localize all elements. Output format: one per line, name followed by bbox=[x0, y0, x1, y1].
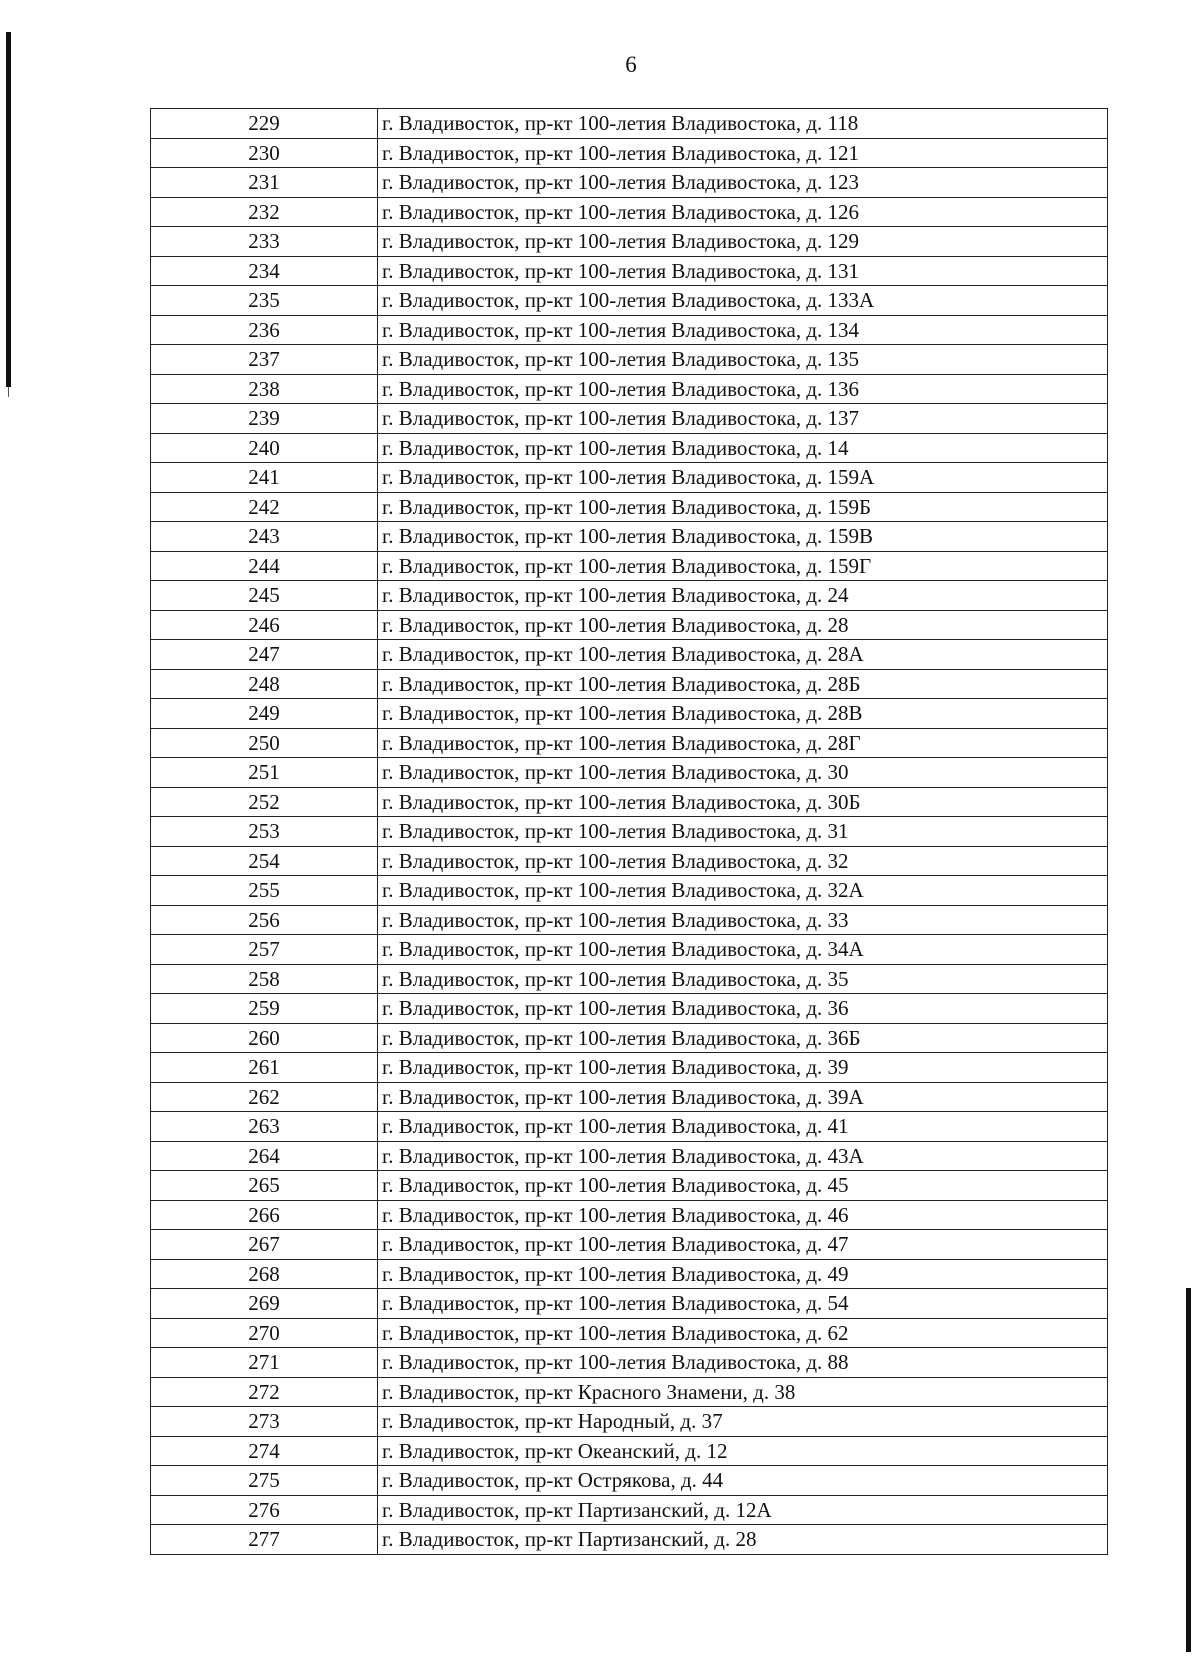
row-number-cell: 273 bbox=[151, 1407, 378, 1436]
table-row bbox=[151, 168, 1107, 198]
table-row bbox=[151, 404, 1107, 434]
table-row bbox=[151, 1112, 1107, 1142]
table-row bbox=[151, 552, 1107, 582]
row-number-cell: 257 bbox=[151, 935, 378, 964]
scan-edge-mark-right bbox=[1186, 1288, 1191, 1652]
address-cell: г. Владивосток, пр-кт 100-летия Владивостока, д. 46 bbox=[382, 1202, 849, 1227]
table-row bbox=[151, 935, 1107, 965]
table-row bbox=[151, 1437, 1107, 1467]
address-cell: г. Владивосток, пр-кт 100-летия Владивостока, д. 24 bbox=[382, 583, 849, 607]
row-number-cell: 251 bbox=[151, 758, 378, 787]
row-number-cell: 242 bbox=[151, 493, 378, 522]
row-number-cell: 256 bbox=[151, 906, 378, 935]
address-cell: г. Владивосток, пр-кт 100-летия Владивостока, д. 123 bbox=[382, 170, 860, 194]
scan-edge-mark-left bbox=[6, 32, 11, 387]
address-cell: г. Владивосток, пр-кт 100-летия Владивостока, д. 39 bbox=[382, 1055, 849, 1079]
table-row bbox=[151, 994, 1107, 1024]
address-cell: г. Владивосток, пр-кт 100-летия Владивостока, д. 159Г bbox=[382, 553, 872, 578]
table-row bbox=[151, 1142, 1107, 1172]
table-row bbox=[151, 1348, 1107, 1378]
row-number-cell: 265 bbox=[151, 1171, 378, 1200]
table-row bbox=[151, 788, 1107, 818]
row-number-cell: 261 bbox=[151, 1053, 378, 1082]
table-row bbox=[151, 257, 1107, 287]
row-number-cell: 270 bbox=[151, 1319, 378, 1348]
row-number-cell: 230 bbox=[151, 139, 378, 168]
row-number-cell: 255 bbox=[151, 876, 378, 905]
table-row bbox=[151, 1378, 1107, 1408]
address-cell: г. Владивосток, пр-кт 100-летия Владивостока, д. 118 bbox=[382, 111, 859, 135]
table-row bbox=[151, 345, 1107, 375]
table-row bbox=[151, 1053, 1107, 1083]
address-cell: г. Владивосток, пр-кт Красного Знамени, д. 38 bbox=[382, 1379, 796, 1404]
table-row bbox=[151, 611, 1107, 641]
row-number-cell: 250 bbox=[151, 729, 378, 758]
row-number-cell: 241 bbox=[151, 463, 378, 492]
table-row bbox=[151, 1230, 1107, 1260]
table-row bbox=[151, 847, 1107, 877]
row-number-cell: 229 bbox=[151, 109, 378, 138]
table-row bbox=[151, 522, 1107, 552]
row-number-cell: 249 bbox=[151, 699, 378, 728]
address-cell: г. Владивосток, пр-кт 100-летия Владивостока, д. 126 bbox=[382, 199, 860, 224]
address-cell: г. Владивосток, пр-кт 100-летия Владивостока, д. 32А bbox=[382, 878, 864, 902]
row-number-cell: 253 bbox=[151, 817, 378, 846]
address-cell: г. Владивосток, пр-кт 100-летия Владивостока, д. 159А bbox=[382, 465, 875, 489]
table-row bbox=[151, 1171, 1107, 1201]
address-cell: г. Владивосток, пр-кт 100-летия Владивостока, д. 33 bbox=[382, 907, 849, 932]
row-number-cell: 277 bbox=[151, 1525, 378, 1554]
address-cell: г. Владивосток, пр-кт 100-летия Владивостока, д. 32 bbox=[382, 848, 849, 873]
table-row bbox=[151, 1024, 1107, 1054]
table-row bbox=[151, 1525, 1107, 1555]
address-cell: г. Владивосток, пр-кт Партизанский, д. 12А bbox=[382, 1497, 772, 1522]
table-row bbox=[151, 109, 1107, 139]
table-row bbox=[151, 1466, 1107, 1496]
table-row bbox=[151, 876, 1107, 906]
address-cell: г. Владивосток, пр-кт 100-летия Владивостока, д. 28А bbox=[382, 642, 864, 666]
row-number-cell: 271 bbox=[151, 1348, 378, 1377]
row-number-cell: 244 bbox=[151, 552, 378, 581]
row-number-cell: 272 bbox=[151, 1378, 378, 1407]
row-number-cell: 262 bbox=[151, 1083, 378, 1112]
table-row bbox=[151, 640, 1107, 670]
address-cell: г. Владивосток, пр-кт 100-летия Владивостока, д. 41 bbox=[382, 1114, 849, 1138]
address-cell: г. Владивосток, пр-кт 100-летия Владивостока, д. 47 bbox=[382, 1232, 849, 1256]
table-row bbox=[151, 316, 1107, 346]
address-cell: г. Владивосток, пр-кт 100-летия Владивостока, д. 14 bbox=[382, 435, 849, 460]
address-cell: г. Владивосток, пр-кт 100-летия Владивостока, д. 88 bbox=[382, 1350, 849, 1374]
page-number: 6 bbox=[625, 52, 637, 77]
address-cell: г. Владивосток, пр-кт 100-летия Владивостока, д. 28В bbox=[382, 701, 863, 725]
address-cell: г. Владивосток, пр-кт 100-летия Владивостока, д. 133А bbox=[382, 288, 875, 312]
row-number-cell: 267 bbox=[151, 1230, 378, 1259]
row-number-cell: 252 bbox=[151, 788, 378, 817]
address-cell: г. Владивосток, пр-кт 100-летия Владивостока, д. 31 bbox=[382, 819, 849, 843]
table-row bbox=[151, 1289, 1107, 1319]
table-row bbox=[151, 729, 1107, 759]
address-cell: г. Владивосток, пр-кт 100-летия Владивостока, д. 159Б bbox=[382, 494, 872, 519]
row-number-cell: 258 bbox=[151, 965, 378, 994]
address-cell: г. Владивосток, пр-кт 100-летия Владивостока, д. 36Б bbox=[382, 1025, 861, 1050]
address-cell: г. Владивосток, пр-кт 100-летия Владивостока, д. 129 bbox=[382, 229, 860, 253]
table-row bbox=[151, 463, 1107, 493]
row-number-cell: 269 bbox=[151, 1289, 378, 1318]
row-number-cell: 259 bbox=[151, 994, 378, 1023]
address-cell: г. Владивосток, пр-кт 100-летия Владивостока, д. 30 bbox=[382, 760, 849, 784]
row-number-cell: 264 bbox=[151, 1142, 378, 1171]
address-cell: г. Владивосток, пр-кт Партизанский, д. 28 bbox=[382, 1527, 757, 1551]
address-cell: г. Владивосток, пр-кт 100-летия Владивостока, д. 43А bbox=[382, 1143, 864, 1168]
address-cell: г. Владивосток, пр-кт 100-летия Владивостока, д. 36 bbox=[382, 996, 849, 1020]
address-cell: г. Владивосток, пр-кт 100-летия Владивостока, д. 30Б bbox=[382, 789, 861, 814]
table-row bbox=[151, 1407, 1107, 1437]
row-number-cell: 266 bbox=[151, 1201, 378, 1230]
table-row bbox=[151, 375, 1107, 405]
table-row bbox=[151, 817, 1107, 847]
table-row bbox=[151, 198, 1107, 228]
row-number-cell: 275 bbox=[151, 1466, 378, 1495]
address-cell: г. Владивосток, пр-кт Океанский, д. 12 bbox=[382, 1438, 728, 1463]
table-row bbox=[151, 699, 1107, 729]
address-cell: г. Владивосток, пр-кт 100-летия Владивостока, д. 39А bbox=[382, 1084, 864, 1109]
row-number-cell: 243 bbox=[151, 522, 378, 551]
table-row bbox=[151, 758, 1107, 788]
address-cell: г. Владивосток, пр-кт 100-летия Владивостока, д. 49 bbox=[382, 1261, 849, 1286]
row-number-cell: 246 bbox=[151, 611, 378, 640]
address-cell: г. Владивосток, пр-кт 100-летия Владивостока, д. 134 bbox=[382, 317, 860, 342]
address-cell: г. Владивосток, пр-кт 100-летия Владивостока, д. 137 bbox=[382, 406, 860, 430]
address-cell: г. Владивосток, пр-кт 100-летия Владивостока, д. 35 bbox=[382, 966, 849, 991]
row-number-cell: 274 bbox=[151, 1437, 378, 1466]
row-number-cell: 248 bbox=[151, 670, 378, 699]
row-number-cell: 263 bbox=[151, 1112, 378, 1141]
address-cell: г. Владивосток, пр-кт 100-летия Владивостока, д. 45 bbox=[382, 1173, 849, 1197]
row-number-cell: 240 bbox=[151, 434, 378, 463]
row-number-cell: 245 bbox=[151, 581, 378, 610]
scan-edge-mark-left-tail bbox=[8, 387, 9, 397]
address-cell: г. Владивосток, пр-кт 100-летия Владивостока, д. 28Б bbox=[382, 671, 861, 696]
row-number-cell: 260 bbox=[151, 1024, 378, 1053]
row-number-cell: 236 bbox=[151, 316, 378, 345]
row-number-cell: 234 bbox=[151, 257, 378, 286]
row-number-cell: 268 bbox=[151, 1260, 378, 1289]
address-cell: г. Владивосток, пр-кт 100-летия Владивостока, д. 62 bbox=[382, 1320, 849, 1345]
table-row bbox=[151, 1260, 1107, 1290]
table-row bbox=[151, 1201, 1107, 1231]
table-row bbox=[151, 434, 1107, 464]
row-number-cell: 232 bbox=[151, 198, 378, 227]
row-number-cell: 237 bbox=[151, 345, 378, 374]
address-cell: г. Владивосток, пр-кт 100-летия Владивостока, д. 28Г bbox=[382, 730, 861, 755]
table-row bbox=[151, 965, 1107, 995]
table-row bbox=[151, 670, 1107, 700]
table-row bbox=[151, 139, 1107, 169]
row-number-cell: 235 bbox=[151, 286, 378, 315]
table-row bbox=[151, 1496, 1107, 1526]
address-cell: г. Владивосток, пр-кт Острякова, д. 44 bbox=[382, 1468, 724, 1492]
row-number-cell: 276 bbox=[151, 1496, 378, 1525]
address-cell: г. Владивосток, пр-кт 100-летия Владивостока, д. 54 bbox=[382, 1291, 849, 1315]
address-cell: г. Владивосток, пр-кт 100-летия Владивостока, д. 121 bbox=[382, 140, 860, 165]
table-row bbox=[151, 1083, 1107, 1113]
row-number-cell: 254 bbox=[151, 847, 378, 876]
address-cell: г. Владивосток, пр-кт 100-летия Владивостока, д. 159В bbox=[382, 524, 874, 548]
address-table bbox=[150, 108, 1108, 1555]
table-row bbox=[151, 581, 1107, 611]
address-cell: г. Владивосток, пр-кт 100-летия Владивостока, д. 135 bbox=[382, 347, 860, 371]
row-number-cell: 233 bbox=[151, 227, 378, 256]
address-cell: г. Владивосток, пр-кт 100-летия Владивостока, д. 28 bbox=[382, 612, 849, 637]
table-row bbox=[151, 227, 1107, 257]
row-number-cell: 238 bbox=[151, 375, 378, 404]
address-cell: г. Владивосток, пр-кт 100-летия Владивостока, д. 131 bbox=[382, 258, 860, 283]
row-number-cell: 239 bbox=[151, 404, 378, 433]
address-cell: г. Владивосток, пр-кт Народный, д. 37 bbox=[382, 1409, 723, 1433]
table-row bbox=[151, 906, 1107, 936]
row-number-cell: 231 bbox=[151, 168, 378, 197]
table-row bbox=[151, 286, 1107, 316]
address-cell: г. Владивосток, пр-кт 100-летия Владивостока, д. 34А bbox=[382, 937, 864, 961]
table-row bbox=[151, 1319, 1107, 1349]
table-row bbox=[151, 493, 1107, 523]
row-number-cell: 247 bbox=[151, 640, 378, 669]
address-cell: г. Владивосток, пр-кт 100-летия Владивостока, д. 136 bbox=[382, 376, 860, 401]
